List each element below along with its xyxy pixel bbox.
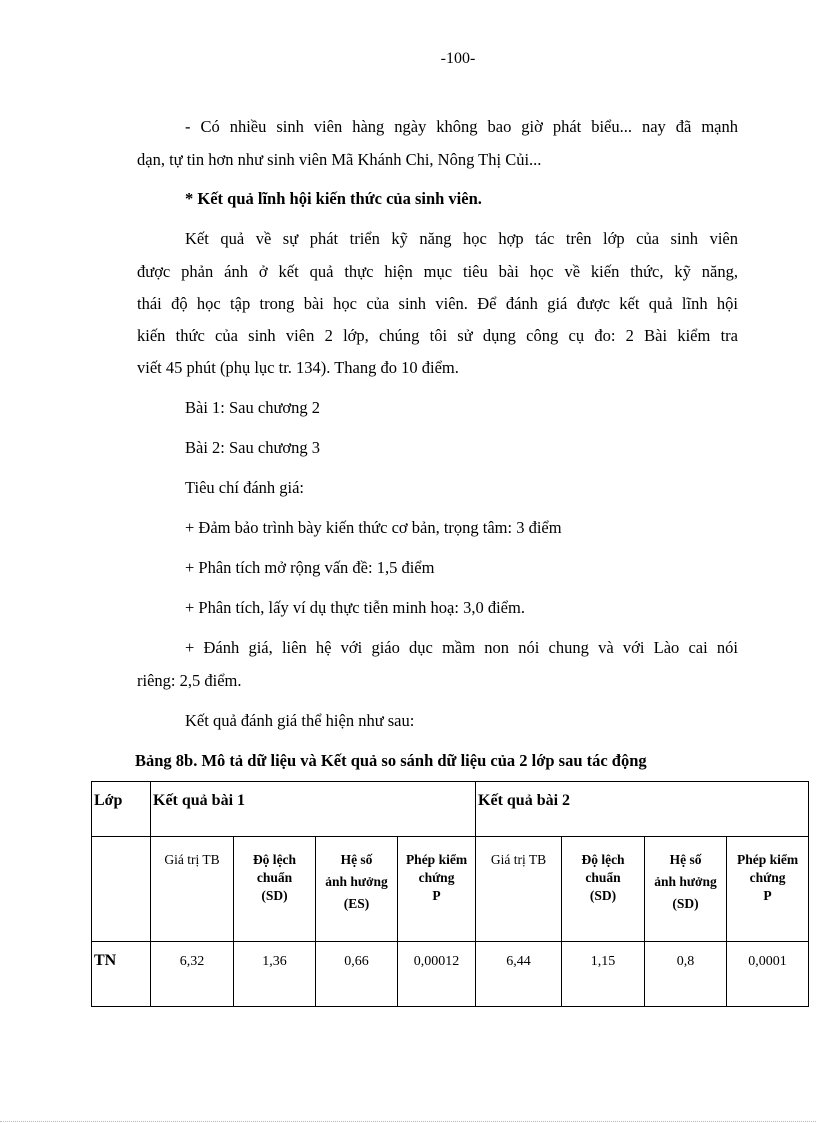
- subheader-cell: Giá trị TB: [476, 837, 562, 942]
- paragraph-line: - Có nhiều sinh viên hàng ngày không bao giờ phát biểu... nay đã mạnh: [185, 117, 738, 136]
- results-table: [91, 781, 809, 1007]
- table-cell: 1,15: [562, 942, 645, 1007]
- criteria-item: + Đảm bảo trình bày kiến thức cơ bản, trọng tâm: 3 điểm: [185, 518, 562, 537]
- subheader-cell: Độ lệch chuẩn (SD): [562, 837, 645, 942]
- paragraph-line: viết 45 phút (phụ lục tr. 134). Thang đo 10 điểm.: [137, 358, 459, 377]
- subheader-cell: Phép kiểm chứng P: [398, 837, 476, 942]
- criteria-item-cont: riêng: 2,5 điểm.: [137, 671, 242, 690]
- page-number: -100-: [440, 50, 476, 67]
- table-subheader-row: [92, 837, 809, 942]
- criteria-item: + Đánh giá, liên hệ với giáo dục mầm non nói chung và với Lào cai nói: [185, 638, 738, 657]
- paragraph-line: dạn, tự tin hơn như sinh viên Mã Khánh Chi, Nông Thị Củi...: [137, 150, 542, 169]
- header-lop: Lớp: [92, 782, 151, 837]
- table-cell: 0,66: [316, 942, 398, 1007]
- page-bottom-divider: [0, 1121, 816, 1122]
- results-intro: Kết quả đánh giá thể hiện như sau:: [185, 711, 415, 730]
- table-cell: 0,0001: [727, 942, 809, 1007]
- criteria-title: Tiêu chí đánh giá:: [185, 478, 305, 497]
- table-cell: 0,8: [645, 942, 727, 1007]
- paragraph-line: Kết quả về sự phát triển kỹ năng học hợp tác trên lớp của sinh viên: [185, 229, 738, 248]
- paragraph-line: được phản ánh ở kết quả thực hiện mục tiêu bài học về kiến thức, kỹ năng,: [137, 262, 738, 281]
- criteria-item: + Phân tích mở rộng vấn đề: 1,5 điểm: [185, 558, 435, 577]
- test-item: Bài 2: Sau chương 3: [185, 438, 320, 457]
- table-caption: Bảng 8b. Mô tả dữ liệu và Kết quả so sánh dữ liệu của 2 lớp sau tác động: [135, 751, 647, 770]
- header-group-1: Kết quả bài 1: [151, 782, 476, 837]
- subheader-cell: Phép kiểm chứng P: [727, 837, 809, 942]
- criteria-item: + Phân tích, lấy ví dụ thực tiễn minh hoạ: 3,0 điểm.: [185, 598, 525, 617]
- header-group-2: Kết quả bài 2: [476, 782, 809, 837]
- table-cell: 0,00012: [398, 942, 476, 1007]
- subheader-cell: Hệ số ảnh hưởng (SD): [645, 837, 727, 942]
- subheader-cell: Hệ số ảnh hưởng (ES): [316, 837, 398, 942]
- subheader-cell: Giá trị TB: [151, 837, 234, 942]
- subheader-cell: Độ lệch chuẩn (SD): [234, 837, 316, 942]
- table-row: [92, 942, 809, 1007]
- test-item: Bài 1: Sau chương 2: [185, 398, 320, 417]
- section-heading: * Kết quả lĩnh hội kiến thức của sinh viên.: [185, 189, 482, 208]
- paragraph-line: kiến thức của sinh viên 2 lớp, chúng tôi sử dụng công cụ đo: 2 Bài kiểm tra: [137, 326, 738, 345]
- table-cell: 1,36: [234, 942, 316, 1007]
- row-label: TN: [92, 942, 151, 1007]
- subheader-empty: [92, 837, 151, 942]
- table-cell: 6,32: [151, 942, 234, 1007]
- table-header-row: [92, 782, 809, 837]
- paragraph-line: thái độ học tập trong bài học của sinh viên. Để đánh giá được kết quả lĩnh hội: [137, 294, 738, 313]
- table-cell: 6,44: [476, 942, 562, 1007]
